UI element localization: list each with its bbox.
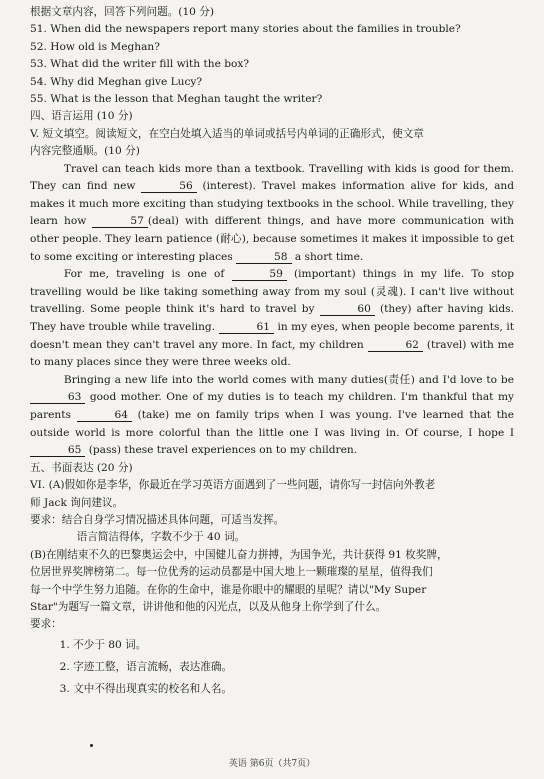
writing-a-line-2: 师 Jack 询问建议。 <box>30 496 124 509</box>
blank-62[interactable]: 62 <box>368 339 423 352</box>
section-4-heading: 四、语言运用 (10 分) <box>30 110 133 123</box>
task-v-title-2: 内容完整通顺。(10 分) <box>30 145 140 158</box>
writing-b-line-4: Star"为题写一篇文章，讲讲他和他的闪光点，以及从他身上你学到了什么。 <box>30 601 387 613</box>
passage-paragraph-3: Bringing a new life into the world comes with many duties(责任) and I'd love to be 63 good mother. One of my duties is to teach my children. I'm thankful that my parents 64 (take) me on family trips when I was young. I've learned that the outside world is more colorful than the little one I was living in. Of course, I hope I 65 (pass) these travel experiences on to my children. <box>30 373 514 457</box>
writing-b-line-3: 每一个中学生努力追随。在你的生命中，谁是你眼中的耀眼的星呢？请以"My Super <box>30 583 427 596</box>
requirement-item-3: 3. 文中不得出现真实的校名和人名。 <box>59 682 233 695</box>
blank-56[interactable]: 56 <box>141 180 196 193</box>
writing-b-requirement-label: 要求： <box>30 618 62 631</box>
blank-57[interactable]: 57 <box>92 215 147 228</box>
blank-63[interactable]: 63 <box>30 391 85 404</box>
requirement-item-1: 1. 不少于 80 词。 <box>59 638 147 651</box>
blank-65[interactable]: 65 <box>30 444 85 457</box>
task-v-title-1: V. 短文填空。阅读短文，在空白处填入适当的单词或括号内单词的正确形式，使文章 <box>30 127 424 140</box>
question-55: 55. What is the lesson that Meghan taught the writer? <box>30 93 323 106</box>
blank-58[interactable]: 58 <box>236 251 291 264</box>
writing-a-line-1: VI. (A)假如你是李华，你最近在学习英语方面遇到了一些问题，请你写一封信向外教老 <box>30 479 436 492</box>
writing-a-requirement-2: 语言简洁得体，字数不少于 40 词。 <box>76 531 246 544</box>
writing-b-line-2: 位居世界奖牌榜第二。每一位优秀的运动员都是中国大地上一颗璀璨的星星，值得我们 <box>30 566 433 579</box>
question-51: 51. When did the newspapers report many stories about the families in trouble? <box>30 23 461 36</box>
ink-dot <box>90 744 93 747</box>
blank-60[interactable]: 60 <box>320 303 375 316</box>
requirement-item-2: 2. 字迹工整，语言流畅，表达准确。 <box>59 660 233 673</box>
passage-paragraph-1: Travel can teach kids more than a textbook. Travelling with kids is good for them. They can find new 56 (interest). Travel makes information alive for kids, and makes it much more exciting than studying textbooks in the school. While travelling, they learn how 57 (deal) with different things, and have more communication with other people. They learn patience (耐心), because sometimes it makes it impossible to get to some exciting or interesting places 58 a short time. <box>30 162 515 263</box>
writing-a-requirement: 要求：结合自身学习情况描述具体问题，可适当发挥。 <box>30 513 285 526</box>
blank-64[interactable]: 64 <box>77 409 132 422</box>
page-footer: 英语 第6页（共7页） <box>228 759 316 769</box>
question-54: 54. Why did Meghan give Lucy? <box>30 75 203 88</box>
reading-instruction: 根据文章内容，回答下列问题。(10 分) <box>30 6 215 18</box>
question-52: 52. How old is Meghan? <box>30 40 160 53</box>
blank-61[interactable]: 61 <box>219 321 274 334</box>
section-5-heading: 五、书面表达 (20 分) <box>30 461 133 474</box>
writing-b-line-1: (B)在刚结束不久的巴黎奥运会中，中国健儿奋力拼搏，为国争光，共计获得 91 枚奖牌， <box>30 548 448 561</box>
passage-paragraph-2: For me, traveling is one of 59 (important) things in my life. To stop travelling would be like taking something away from my soul (灵魂). I can't live without travelling. Some people think it's hard to travel by 60 (they) after having kids. They have trouble while traveling. 61 in my eyes, when people become parents, it doesn't mean they can't travel any more. In fact, my children 62 (travel) with me to many places since they were three weeks old. <box>30 268 514 369</box>
question-53: 53. What did the writer fill with the box? <box>30 58 250 71</box>
blank-59[interactable]: 59 <box>232 268 287 281</box>
